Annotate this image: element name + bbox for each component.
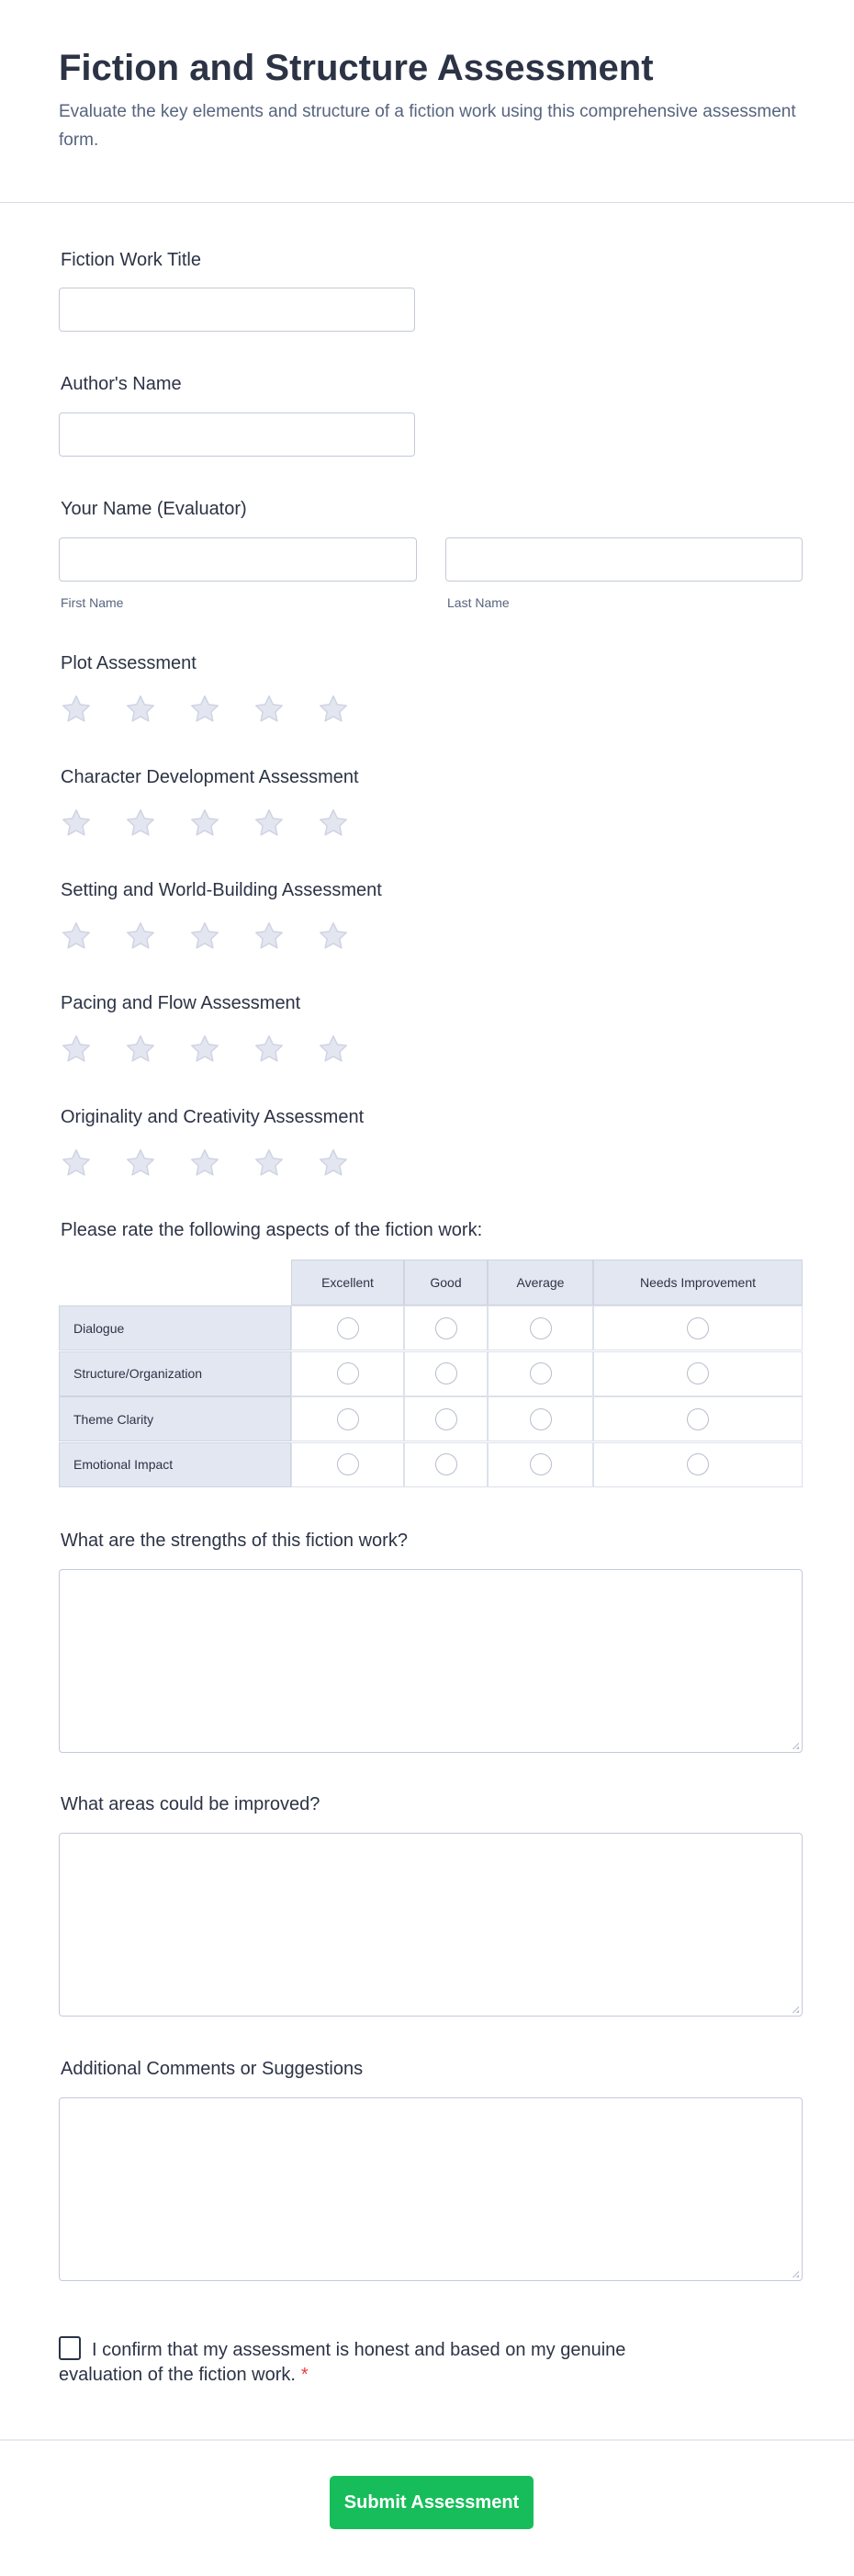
matrix-column-header: Needs Improvement: [593, 1260, 803, 1305]
matrix-cell: [488, 1305, 593, 1350]
star-icon[interactable]: [316, 807, 351, 840]
comment-textarea[interactable]: [59, 1833, 803, 2017]
first-name-sublabel: First Name: [61, 595, 124, 610]
matrix-cell: [404, 1396, 488, 1441]
matrix-radio[interactable]: [337, 1453, 359, 1475]
star-icon[interactable]: [59, 807, 94, 840]
matrix-cell: [404, 1351, 488, 1396]
matrix-radio[interactable]: [530, 1408, 552, 1430]
star-rating: [59, 693, 351, 726]
confirm-label: I confirm that my assessment is honest and based on my genuine evaluation of the fiction work.: [59, 2340, 626, 2385]
matrix-radio[interactable]: [435, 1362, 457, 1384]
matrix-radio[interactable]: [337, 1362, 359, 1384]
star-icon[interactable]: [123, 693, 158, 726]
matrix-radio[interactable]: [687, 1362, 709, 1384]
matrix-radio[interactable]: [435, 1317, 457, 1339]
matrix-radio[interactable]: [530, 1453, 552, 1475]
matrix-column-header: Average: [488, 1260, 593, 1305]
star-icon[interactable]: [316, 920, 351, 953]
star-icon[interactable]: [123, 807, 158, 840]
matrix-column-header: Excellent: [291, 1260, 404, 1305]
matrix-column-header: Good: [404, 1260, 488, 1305]
footer-divider: [0, 2439, 854, 2441]
matrix-cell: [488, 1442, 593, 1487]
matrix-cell: [593, 1305, 803, 1350]
star-icon[interactable]: [187, 1147, 222, 1180]
evaluator-name-label: Your Name (Evaluator): [61, 499, 247, 519]
matrix-cell: [291, 1396, 404, 1441]
last-name-sublabel: Last Name: [447, 595, 510, 610]
star-rating: [59, 807, 351, 840]
star-icon[interactable]: [59, 920, 94, 953]
rating-label: Originality and Creativity Assessment: [61, 1107, 365, 1127]
matrix-radio[interactable]: [687, 1317, 709, 1339]
resize-handle-icon[interactable]: [792, 2270, 799, 2277]
rating-label: Pacing and Flow Assessment: [61, 993, 301, 1013]
matrix-radio[interactable]: [530, 1317, 552, 1339]
matrix-radio[interactable]: [337, 1317, 359, 1339]
resize-handle-icon[interactable]: [792, 1742, 799, 1749]
matrix-cell: [488, 1351, 593, 1396]
matrix-cell: [291, 1351, 404, 1396]
textarea-label: Additional Comments or Suggestions: [61, 2059, 364, 2079]
rating-label: Character Development Assessment: [61, 767, 359, 787]
submit-button[interactable]: Submit Assessment: [330, 2476, 534, 2529]
star-icon[interactable]: [316, 693, 351, 726]
star-icon[interactable]: [252, 1033, 287, 1066]
matrix-row-label: Theme Clarity: [59, 1396, 291, 1441]
matrix-cell: [291, 1442, 404, 1487]
textarea-label: What are the strengths of this fiction work?: [61, 1531, 408, 1551]
comment-textarea[interactable]: [59, 2097, 803, 2281]
matrix-label: Please rate the following aspects of the fiction work:: [61, 1220, 483, 1240]
matrix-radio[interactable]: [530, 1362, 552, 1384]
work-title-input[interactable]: [59, 288, 415, 332]
star-icon[interactable]: [252, 693, 287, 726]
matrix-radio[interactable]: [687, 1453, 709, 1475]
star-rating: [59, 1147, 351, 1180]
star-icon[interactable]: [123, 920, 158, 953]
star-icon[interactable]: [316, 1147, 351, 1180]
header-divider: [0, 202, 854, 203]
star-icon[interactable]: [59, 1033, 94, 1066]
matrix-radio[interactable]: [435, 1453, 457, 1475]
star-rating: [59, 920, 351, 953]
star-icon[interactable]: [123, 1033, 158, 1066]
matrix-cell: [291, 1305, 404, 1350]
star-icon[interactable]: [187, 920, 222, 953]
first-name-input[interactable]: [59, 537, 417, 582]
matrix-cell: [404, 1442, 488, 1487]
rating-matrix: [59, 1260, 803, 1488]
last-name-input[interactable]: [445, 537, 803, 582]
resize-handle-icon[interactable]: [792, 2005, 799, 2013]
rating-label: Plot Assessment: [61, 653, 197, 673]
matrix-cell: [404, 1305, 488, 1350]
required-mark: *: [300, 2365, 309, 2385]
matrix-cell: [593, 1351, 803, 1396]
star-icon[interactable]: [252, 1147, 287, 1180]
star-icon[interactable]: [252, 920, 287, 953]
star-rating: [59, 1033, 351, 1066]
matrix-cell: [593, 1442, 803, 1487]
matrix-radio[interactable]: [435, 1408, 457, 1430]
star-icon[interactable]: [187, 693, 222, 726]
matrix-row-label: Emotional Impact: [59, 1442, 291, 1487]
author-name-input[interactable]: [59, 412, 415, 457]
page-subtitle: Evaluate the key elements and structure of a fiction work using this comprehensive assessment form.: [59, 102, 796, 150]
matrix-cell: [593, 1396, 803, 1441]
matrix-cell: [488, 1396, 593, 1441]
page-title: Fiction and Structure Assessment: [59, 48, 654, 88]
star-icon[interactable]: [187, 1033, 222, 1066]
star-icon[interactable]: [252, 807, 287, 840]
star-icon[interactable]: [59, 1147, 94, 1180]
star-icon[interactable]: [187, 807, 222, 840]
textarea-label: What areas could be improved?: [61, 1794, 320, 1814]
matrix-radio[interactable]: [337, 1408, 359, 1430]
comment-textarea[interactable]: [59, 1569, 803, 1753]
confirm-field: [59, 2336, 683, 2388]
author-name-label: Author's Name: [61, 374, 182, 394]
star-icon[interactable]: [59, 693, 94, 726]
star-icon[interactable]: [316, 1033, 351, 1066]
matrix-radio[interactable]: [687, 1408, 709, 1430]
work-title-label: Fiction Work Title: [61, 250, 201, 270]
matrix-row-label: Structure/Organization: [59, 1351, 291, 1396]
matrix-row-label: Dialogue: [59, 1305, 291, 1350]
rating-label: Setting and World-Building Assessment: [61, 880, 382, 900]
star-icon[interactable]: [123, 1147, 158, 1180]
confirm-checkbox[interactable]: [59, 2336, 81, 2360]
